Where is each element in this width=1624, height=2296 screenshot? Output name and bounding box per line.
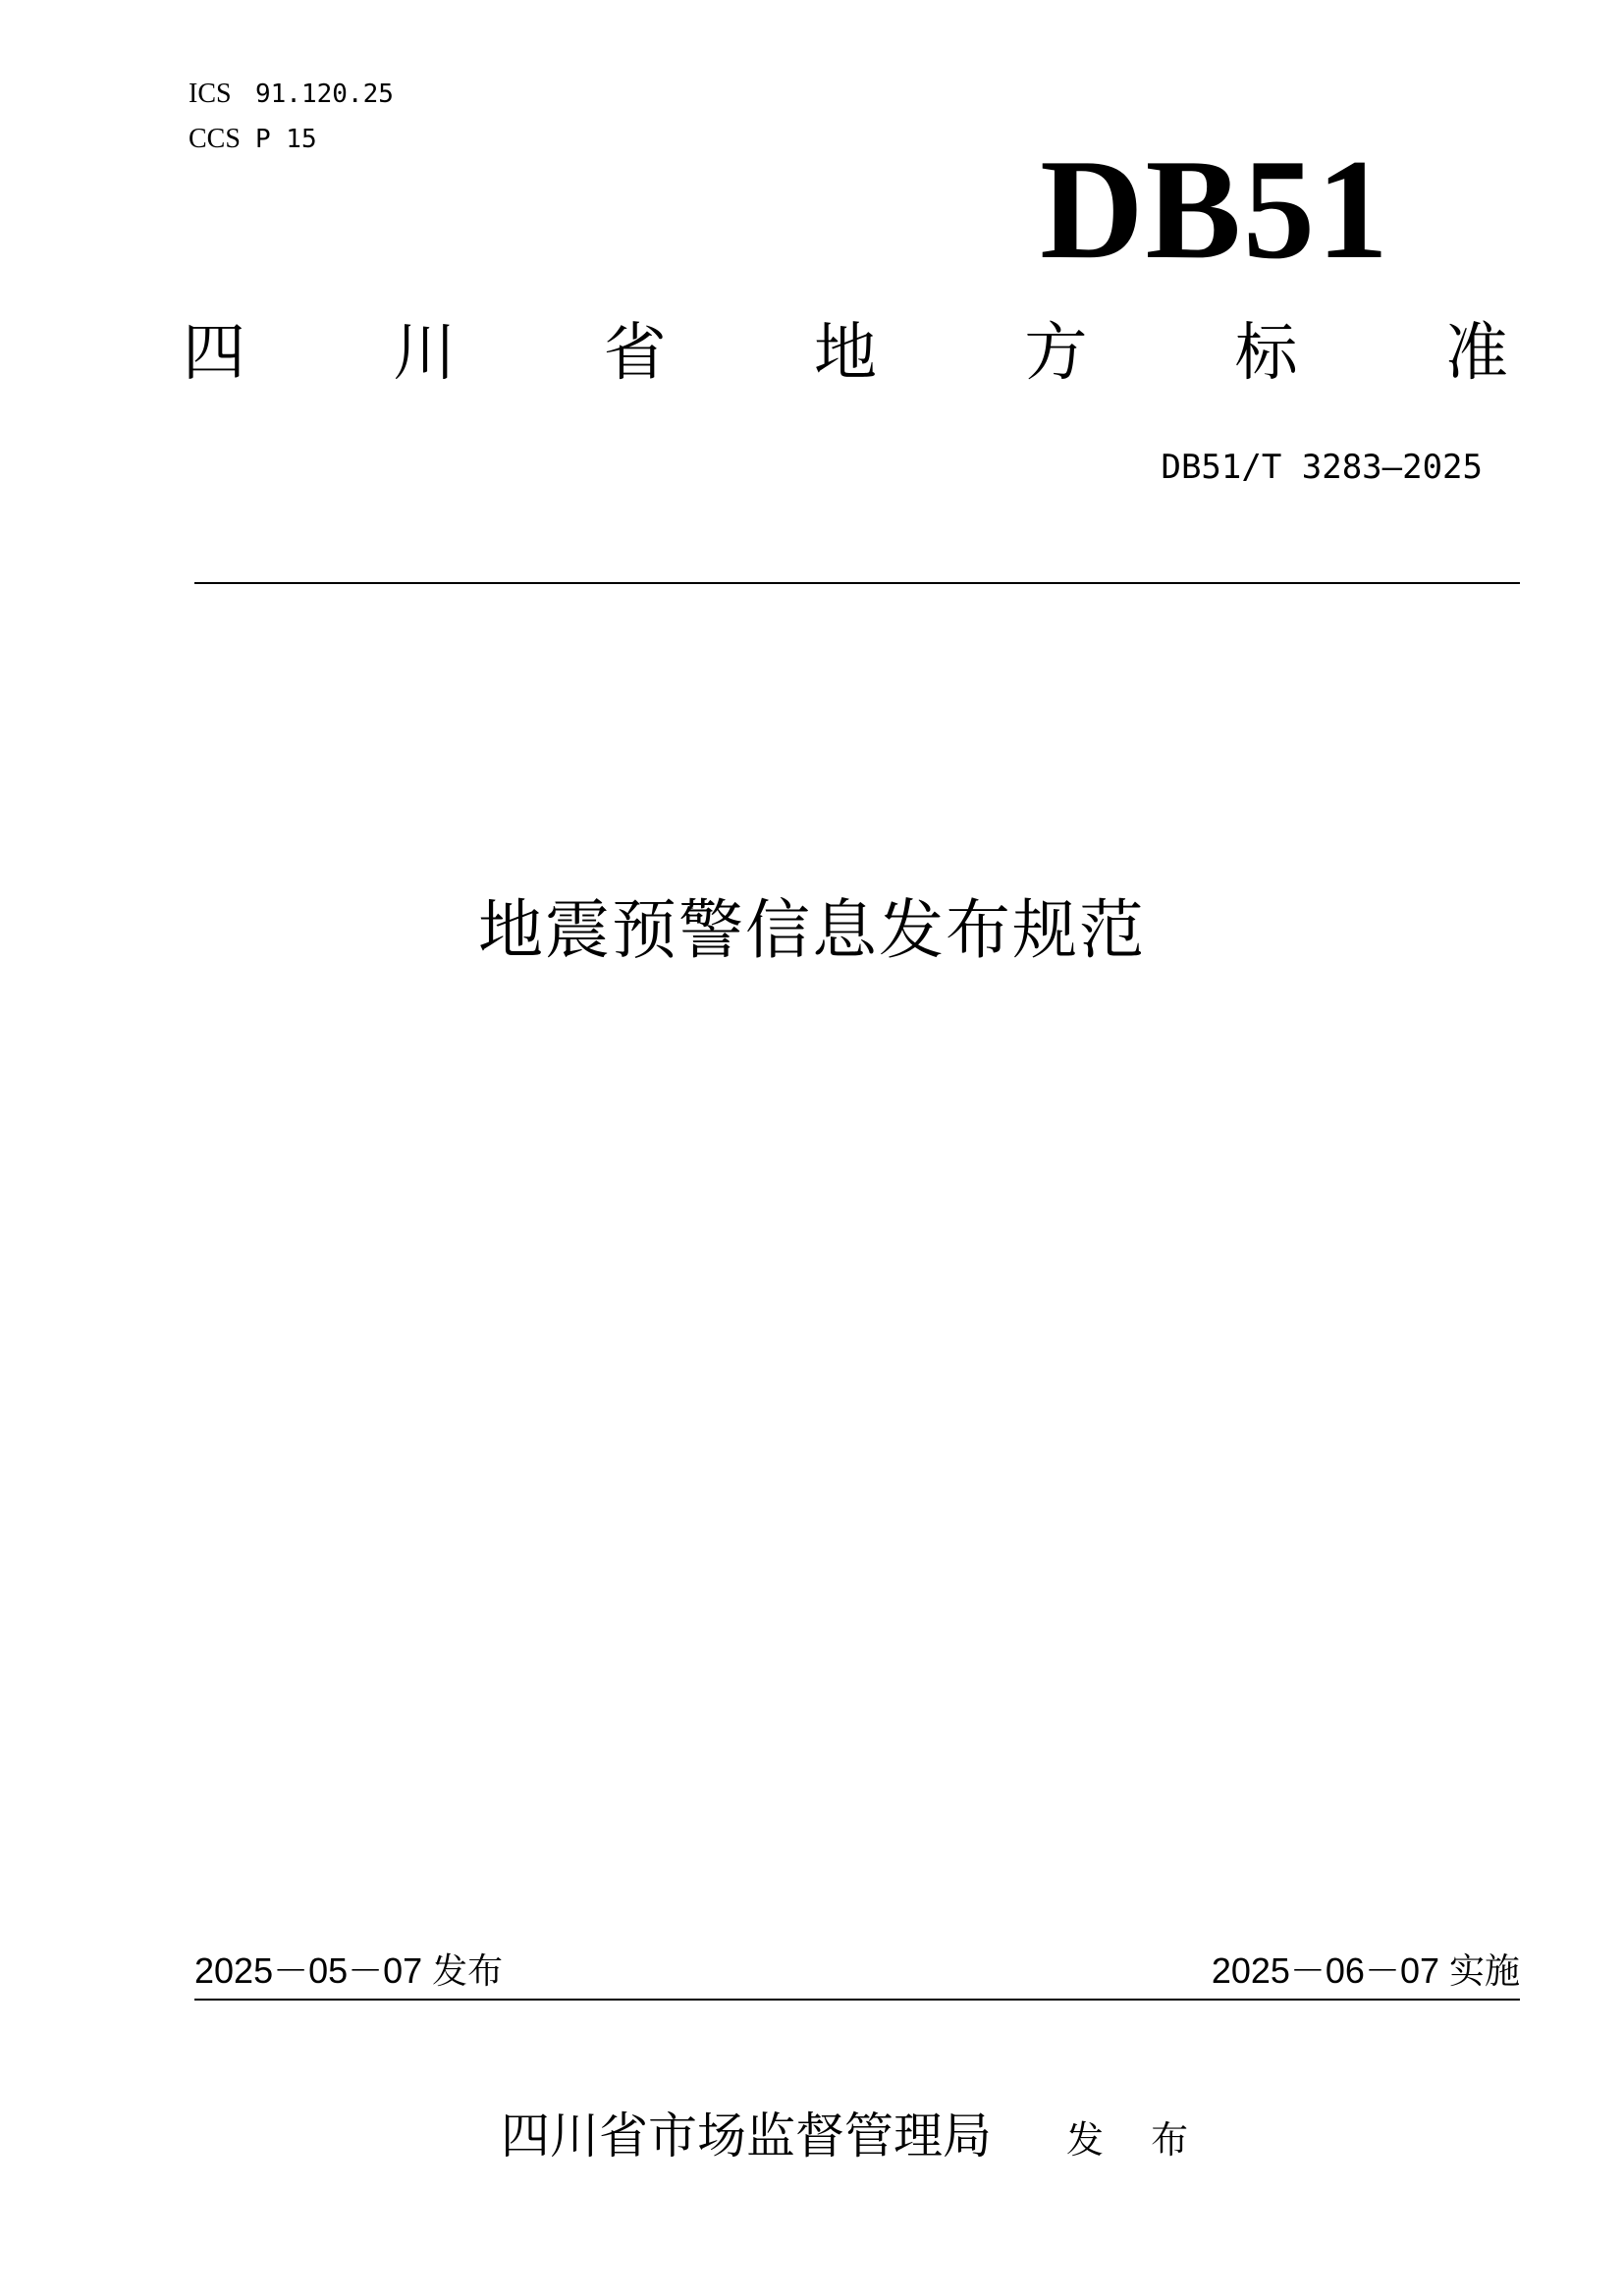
category-char: 四 bbox=[183, 317, 245, 390]
header-divider bbox=[194, 582, 1520, 584]
ics-value: 91.120.25 bbox=[255, 80, 394, 109]
footer-divider bbox=[194, 1999, 1520, 2001]
issuer-name: 四川省市场监督管理局 bbox=[501, 2108, 992, 2164]
category-char: 省 bbox=[603, 317, 667, 390]
category-char: 方 bbox=[1024, 317, 1088, 390]
ics-label: ICS bbox=[189, 79, 232, 109]
category-char: 地 bbox=[813, 317, 877, 390]
implementation-date: 2025－06－07 实施 bbox=[1211, 1950, 1520, 1991]
issuer-line bbox=[501, 2108, 1207, 2164]
category-char: 准 bbox=[1444, 317, 1508, 390]
standard-category-heading bbox=[183, 317, 1508, 390]
document-title: 地震预警信息发布规范 bbox=[478, 892, 1146, 968]
ics-code bbox=[189, 80, 394, 108]
ccs-label: CCS bbox=[189, 124, 241, 154]
issue-label: 发 布 bbox=[1066, 2118, 1207, 2162]
standard-number: DB51/T 3283—2025 bbox=[1161, 448, 1483, 487]
db-standard-mark: DB51 bbox=[1040, 130, 1390, 289]
category-char: 川 bbox=[393, 317, 457, 390]
publish-date: 2025－05－07 发布 bbox=[194, 1950, 504, 1991]
category-char: 标 bbox=[1234, 317, 1298, 390]
ccs-code bbox=[189, 126, 317, 153]
ccs-value: P 15 bbox=[255, 125, 317, 154]
